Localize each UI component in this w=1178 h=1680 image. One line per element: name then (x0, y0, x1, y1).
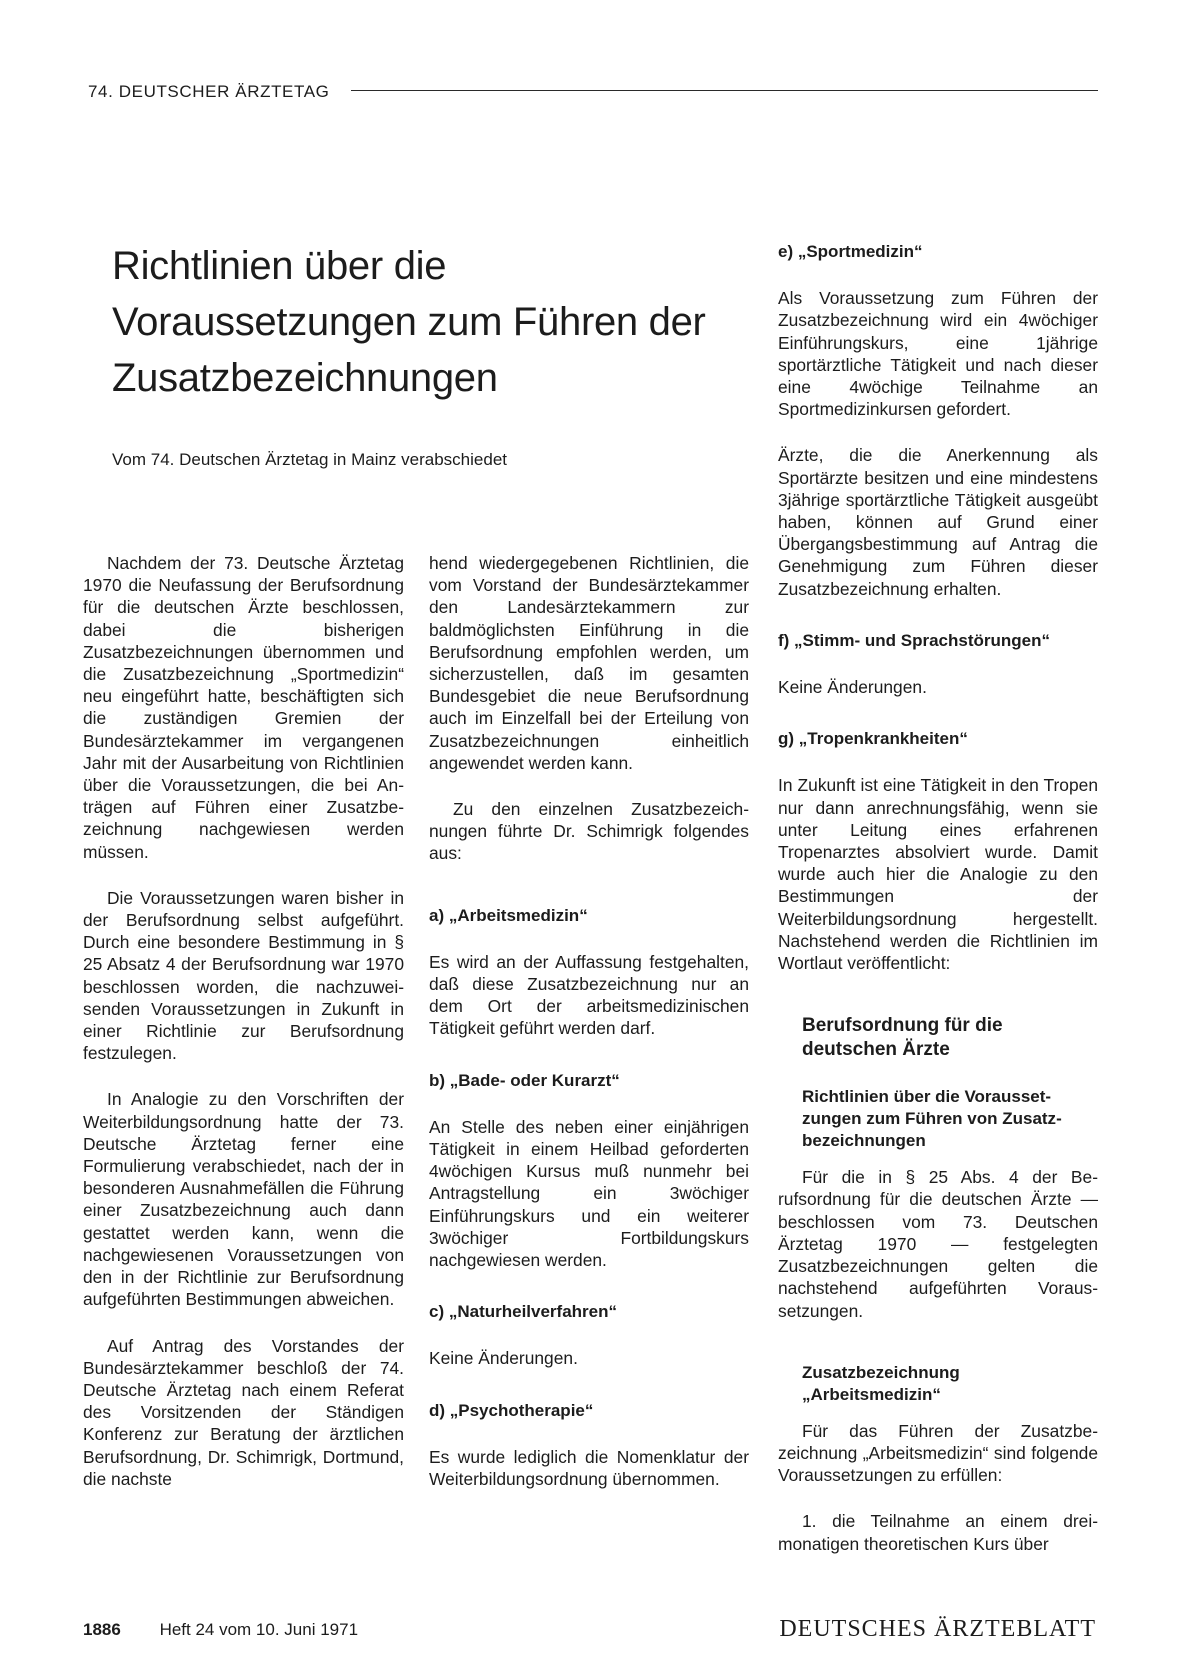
column-2 (429, 552, 749, 1490)
article-title: Richtlinien über die Voraussetzungen zum Führen der Zusatzbezeichnungen (112, 244, 706, 400)
footer-left (83, 1620, 358, 1640)
article-subtitle: Vom 74. Deutschen Ärztetag in Mainz verabschiedet (112, 450, 507, 469)
richtlinien-heading: Richtlinien über die Voraussetzungen zum Führen von Zusatzbezeichnungen (802, 1087, 1062, 1151)
paragraph: hend wiedergegebenen Richtlinien, die vom Vorstand der Bundesärztekammer den Landesärztekammern zur baldmöglichsten Einführung in die Berufsordnung empfohlen werden, um sicherzustellen, daß im gesamten Bundesgebiet die neue Berufsordnung auch im Einzelfall bei der Erteilung von Zusatzbezeichnungen einheitlich angewendet werden kann. (429, 553, 749, 773)
paragraph: Zu den einzelnen Zusatzbezeichnungen führte Dr. Schimrigk folgendes aus: (429, 799, 749, 864)
section-heading-f: f) „Stimm- und Sprachstörungen“ (778, 630, 1050, 650)
issue-info: Heft 24 vom 10. Juni 1971 (159, 1620, 359, 1639)
paragraph: In Zukunft ist eine Tätigkeit in den Tropen nur dann anrechnungsfähig, wenn sie unter Leitung eines erfahrenen Tropenarztes absolviert wurde. Damit wurde auch hier die Analogie zu den Bestimmungen der Weiterbildungsordnung hergestellt. Nachstehend werden die Richtlinien im Wortlaut veröffentlicht: (778, 775, 1098, 974)
paragraph: Es wird an der Auffassung festgehalten, daß diese Zusatzbezeichnung nur an dem Ort der arbeitsmedizinischen Tätigkeit geführt werden darf. (429, 951, 749, 1039)
paragraph: Es wurde lediglich die Nomenklatur der Weiterbildungsordnung übernommen. (429, 1446, 749, 1490)
paragraph: In Analogie zu den Vorschriften der Weiterbildungsordnung hatte der 73. Deutsche Ärztetag ferner eine Formulierung verabschiedet, nach der in besonderen Ausnahmefällen die Führung einer Zusatzbezeichnung auch dann gestattet werden kann, wenn die nachgewiesenen Voraussetzungen von den in der Richtlinie zur Berufsordnung aufgeführten Bestimmungen abweichen. (83, 1089, 404, 1310)
page-number: 1886 (83, 1620, 121, 1639)
running-header-text: 74. DEUTSCHER ÄRZTETAG (88, 82, 330, 101)
paragraph: Keine Änderungen. (429, 1348, 578, 1369)
column-3 (778, 241, 1098, 1555)
header-rule (351, 90, 1098, 91)
paragraph: Auf Antrag des Vorstandes der Bundesärztekammer beschloß der 74. Deutsche Ärztetag nach einem Referat des Vorsitzenden der Ständigen Konferenz zur Beratung der ärztlichen Berufsordnung, Dr. Schimrigk, Dortmund, die nachste (83, 1335, 404, 1489)
list-item: 1. die Teilnahme an einem dreimonatigen theoretischen Kurs über (778, 1511, 1098, 1554)
section-heading-g: g) „Tropenkrankheiten“ (778, 729, 968, 749)
paragraph: Für die in § 25 Abs. 4 der Berufsordnung für die deutschen Ärzte — beschlossen vom 73. Deutschen Ärztetag 1970 — festgelegten Zusatzbezeichnungen gelten die nachstehend aufgeführten Voraussetzungen. (778, 1167, 1098, 1321)
paragraph: Keine Änderungen. (778, 677, 927, 698)
section-heading-d: d) „Psychotherapie“ (429, 1400, 594, 1420)
paragraph: An Stelle des neben einer einjährigen Tätigkeit in einem Heilbad geforderten 4wöchigen Kursus muß nunmehr bei Antragstellung ein 3wöchiger Einführungskurs und ein weiterer 3wöchiger Fortbildungskurs nachgewiesen werden. (429, 1116, 749, 1271)
paragraph: Für das Führen der Zusatzbezeichnung „Arbeitsmedizin“ sind folgende Voraussetzungen zu erfüllen: (778, 1420, 1098, 1486)
section-heading-c: c) „Naturheilverfahren“ (429, 1302, 617, 1322)
journal-name: DEUTSCHES ÄRZTEBLATT (779, 1616, 1096, 1642)
paragraph: Nachdem der 73. Deutsche Ärztetag 1970 die Neufassung der Berufsordnung für die deutschen Ärzte beschlossen, dabei die bisherigen Zusatzbezeichnungen übernommen und die Zusatzbezeichnung „Sportmedizin“ neu eingeführt hatte, beschäftigten sich die zuständigen Gremien der Bundesärztekammer im vergangenen Jahr mit der Ausarbeitung von Richtlinien über die Voraussetzungen, die bei Anträgen auf Führen einer Zusatzbezeichnung nachgewiesen werden müssen. (83, 553, 404, 862)
zusatzbezeichnung-heading: Zusatzbezeichnung „Arbeitsmedizin“ (802, 1362, 960, 1404)
section-heading-a: a) „Arbeitsmedizin“ (429, 905, 588, 925)
section-heading-e: e) „Sportmedizin“ (778, 242, 923, 261)
paragraph: Als Voraussetzung zum Führen der Zusatzbezeichnung wird ein 4wöchiger Einführungskurs, eine 1jährige sportärztliche Tätigkeit und nach dieser eine 4wöchige Teilnahme an Sportmedizinkursen gefordert. (778, 288, 1098, 420)
running-header (88, 82, 1098, 108)
paragraph: Die Voraussetzungen waren bisher in der Berufsordnung selbst aufgeführt. Durch eine besondere Bestimmung in § 25 Absatz 4 der Berufsordnung war 1970 beschlossen worden, die nachzuweisenden Voraussetzungen in Zukunft in einer Richtlinie zur Berufsordnung festzulegen. (83, 887, 404, 1064)
column-1 (83, 552, 404, 1490)
section-heading-b: b) „Bade- oder Kurarzt“ (429, 1070, 620, 1090)
berufsordnung-heading: Berufsordnung für die deutschen Ärzte (802, 1015, 1003, 1061)
paragraph: Ärzte, die die Anerkennung als Sportärzte besitzen und eine mindestens 3jährige sportärztliche Tätigkeit ausgeübt haben, können auf Grund einer Übergangsbestimmung auf Antrag die Genehmigung zum Führen dieser Zusatzbezeichnung erhalten. (778, 445, 1098, 599)
